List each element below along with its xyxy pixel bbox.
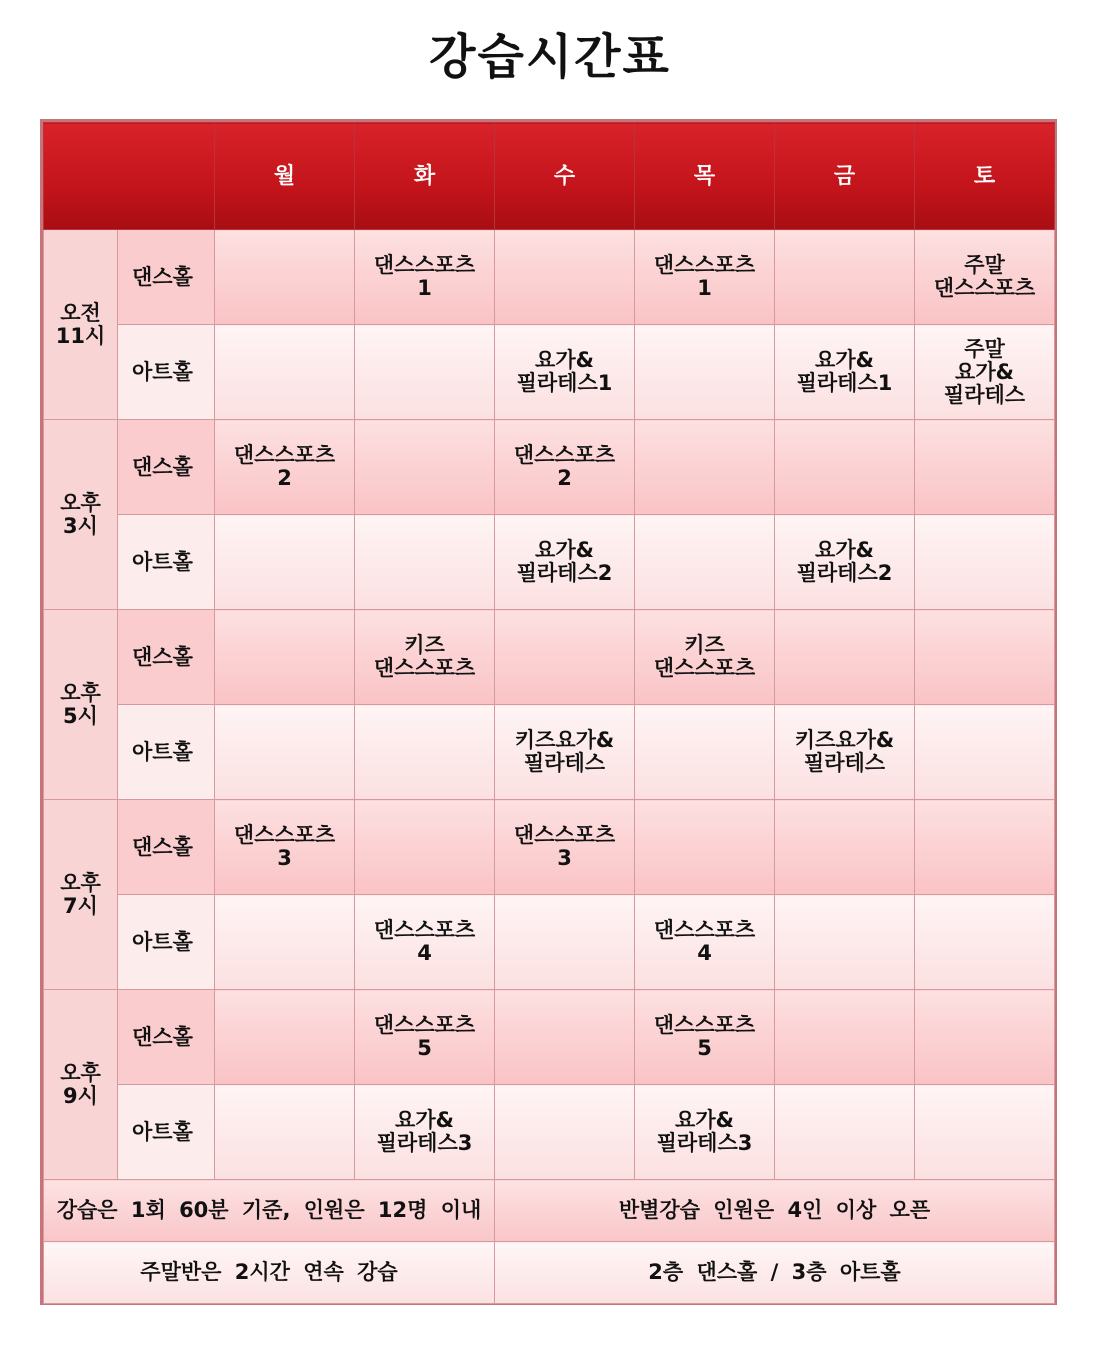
class-cell (215, 420, 355, 515)
time-slot-label: 오후 7시 (44, 800, 118, 990)
time-slot-label: 오전 11시 (44, 230, 118, 420)
class-cell (915, 230, 1055, 325)
page-title: 강습시간표 (429, 29, 671, 85)
class-cell (915, 895, 1055, 990)
class-cell (355, 895, 495, 990)
hall-label: 아트홀 (118, 895, 215, 990)
class-cell (775, 610, 915, 705)
class-cell (775, 420, 915, 515)
time-slot-label: 오후 3시 (44, 420, 118, 610)
class-cell (495, 230, 635, 325)
class-cell (775, 325, 915, 420)
class-name: 댄스스포츠 5 (653, 1013, 756, 1060)
class-name: 키즈요가& 필라테스 (794, 728, 895, 775)
class-name: 요가& 필라테스3 (656, 1108, 753, 1155)
class-name: 키즈요가& 필라테스 (514, 728, 615, 775)
class-name: 댄스스포츠 4 (373, 918, 476, 965)
schedule-row (44, 705, 1055, 800)
time-slot-label: 오후 9시 (44, 990, 118, 1180)
class-name: 댄스스포츠 4 (653, 918, 756, 965)
hall-label: 아트홀 (118, 325, 215, 420)
day-header-mon: 월 (215, 123, 355, 230)
hall-label: 댄스홀 (118, 800, 215, 895)
class-cell (495, 515, 635, 610)
schedule-row (44, 800, 1055, 895)
class-cell (915, 515, 1055, 610)
class-name: 주말 댄스스포츠 (933, 253, 1036, 300)
class-name: 댄스스포츠 2 (513, 443, 616, 490)
note-cell: 2층 댄스홀 / 3층 아트홀 (495, 1242, 1055, 1304)
class-cell (635, 895, 775, 990)
class-cell (635, 420, 775, 515)
schedule-row (44, 990, 1055, 1085)
class-cell (775, 705, 915, 800)
class-cell (635, 705, 775, 800)
class-name: 요가& 필라테스1 (796, 348, 893, 395)
class-cell (915, 610, 1055, 705)
schedule-row (44, 895, 1055, 990)
class-name: 요가& 필라테스2 (516, 538, 613, 585)
day-header-fri: 금 (775, 123, 915, 230)
hall-label: 댄스홀 (118, 990, 215, 1085)
schedule-row (44, 325, 1055, 420)
class-cell (915, 800, 1055, 895)
class-cell (635, 325, 775, 420)
class-cell (215, 800, 355, 895)
time-slot-label: 오후 5시 (44, 610, 118, 800)
notes-row (44, 1242, 1055, 1304)
class-cell (495, 420, 635, 515)
class-cell (495, 1085, 635, 1180)
class-cell (215, 325, 355, 420)
class-cell (775, 515, 915, 610)
notes-row (44, 1180, 1055, 1242)
schedule-row (44, 230, 1055, 325)
class-cell (215, 705, 355, 800)
timetable-frame (40, 119, 1057, 1305)
day-header-thu: 목 (635, 123, 775, 230)
class-cell (775, 230, 915, 325)
class-cell (355, 1085, 495, 1180)
schedule-row (44, 1085, 1055, 1180)
class-name: 요가& 필라테스1 (516, 348, 613, 395)
class-cell (355, 800, 495, 895)
class-name: 댄스스포츠 5 (373, 1013, 476, 1060)
class-cell (215, 990, 355, 1085)
class-name: 댄스스포츠 3 (513, 823, 616, 870)
class-cell (215, 895, 355, 990)
class-cell (215, 610, 355, 705)
class-cell (495, 325, 635, 420)
class-name: 주말 요가& 필라테스 (943, 336, 1026, 407)
class-cell (915, 990, 1055, 1085)
hall-label: 아트홀 (118, 1085, 215, 1180)
class-name: 댄스스포츠 3 (233, 823, 336, 870)
class-cell (635, 990, 775, 1085)
hall-label: 댄스홀 (118, 610, 215, 705)
day-header-wed: 수 (495, 123, 635, 230)
class-cell (635, 515, 775, 610)
class-name: 댄스스포츠 1 (373, 253, 476, 300)
schedule-row (44, 515, 1055, 610)
day-header-tue: 화 (355, 123, 495, 230)
day-header-sat: 토 (915, 123, 1055, 230)
class-cell (495, 800, 635, 895)
class-cell (495, 895, 635, 990)
class-cell (915, 705, 1055, 800)
class-cell (355, 705, 495, 800)
class-cell (635, 800, 775, 895)
class-cell (355, 610, 495, 705)
note-cell: 주말반은 2시간 연속 강습 (44, 1242, 495, 1304)
class-cell (355, 420, 495, 515)
class-cell (355, 325, 495, 420)
class-name: 댄스스포츠 1 (653, 253, 756, 300)
class-name: 키즈 댄스스포츠 (653, 633, 756, 680)
class-cell (495, 610, 635, 705)
class-cell (635, 1085, 775, 1180)
hall-label: 아트홀 (118, 705, 215, 800)
class-cell (635, 230, 775, 325)
hall-label: 댄스홀 (118, 420, 215, 515)
class-cell (775, 990, 915, 1085)
class-cell (215, 515, 355, 610)
class-cell (355, 990, 495, 1085)
timetable (43, 122, 1055, 1304)
class-name: 키즈 댄스스포츠 (373, 633, 476, 680)
hall-label: 댄스홀 (118, 230, 215, 325)
class-cell (215, 230, 355, 325)
class-name: 댄스스포츠 2 (233, 443, 336, 490)
class-name: 요가& 필라테스3 (376, 1108, 473, 1155)
class-cell (915, 1085, 1055, 1180)
schedule-row (44, 610, 1055, 705)
class-cell (355, 230, 495, 325)
class-cell (915, 420, 1055, 515)
header-row (44, 123, 1055, 230)
class-cell (775, 800, 915, 895)
header-corner (44, 123, 215, 230)
class-cell (355, 515, 495, 610)
class-name: 요가& 필라테스2 (796, 538, 893, 585)
schedule-row (44, 420, 1055, 515)
note-cell: 강습은 1회 60분 기준, 인원은 12명 이내 (44, 1180, 495, 1242)
class-cell (915, 325, 1055, 420)
class-cell (775, 895, 915, 990)
note-cell: 반별강습 인원은 4인 이상 오픈 (495, 1180, 1055, 1242)
hall-label: 아트홀 (118, 515, 215, 610)
class-cell (635, 610, 775, 705)
class-cell (495, 990, 635, 1085)
class-cell (215, 1085, 355, 1180)
class-cell (775, 1085, 915, 1180)
class-cell (495, 705, 635, 800)
